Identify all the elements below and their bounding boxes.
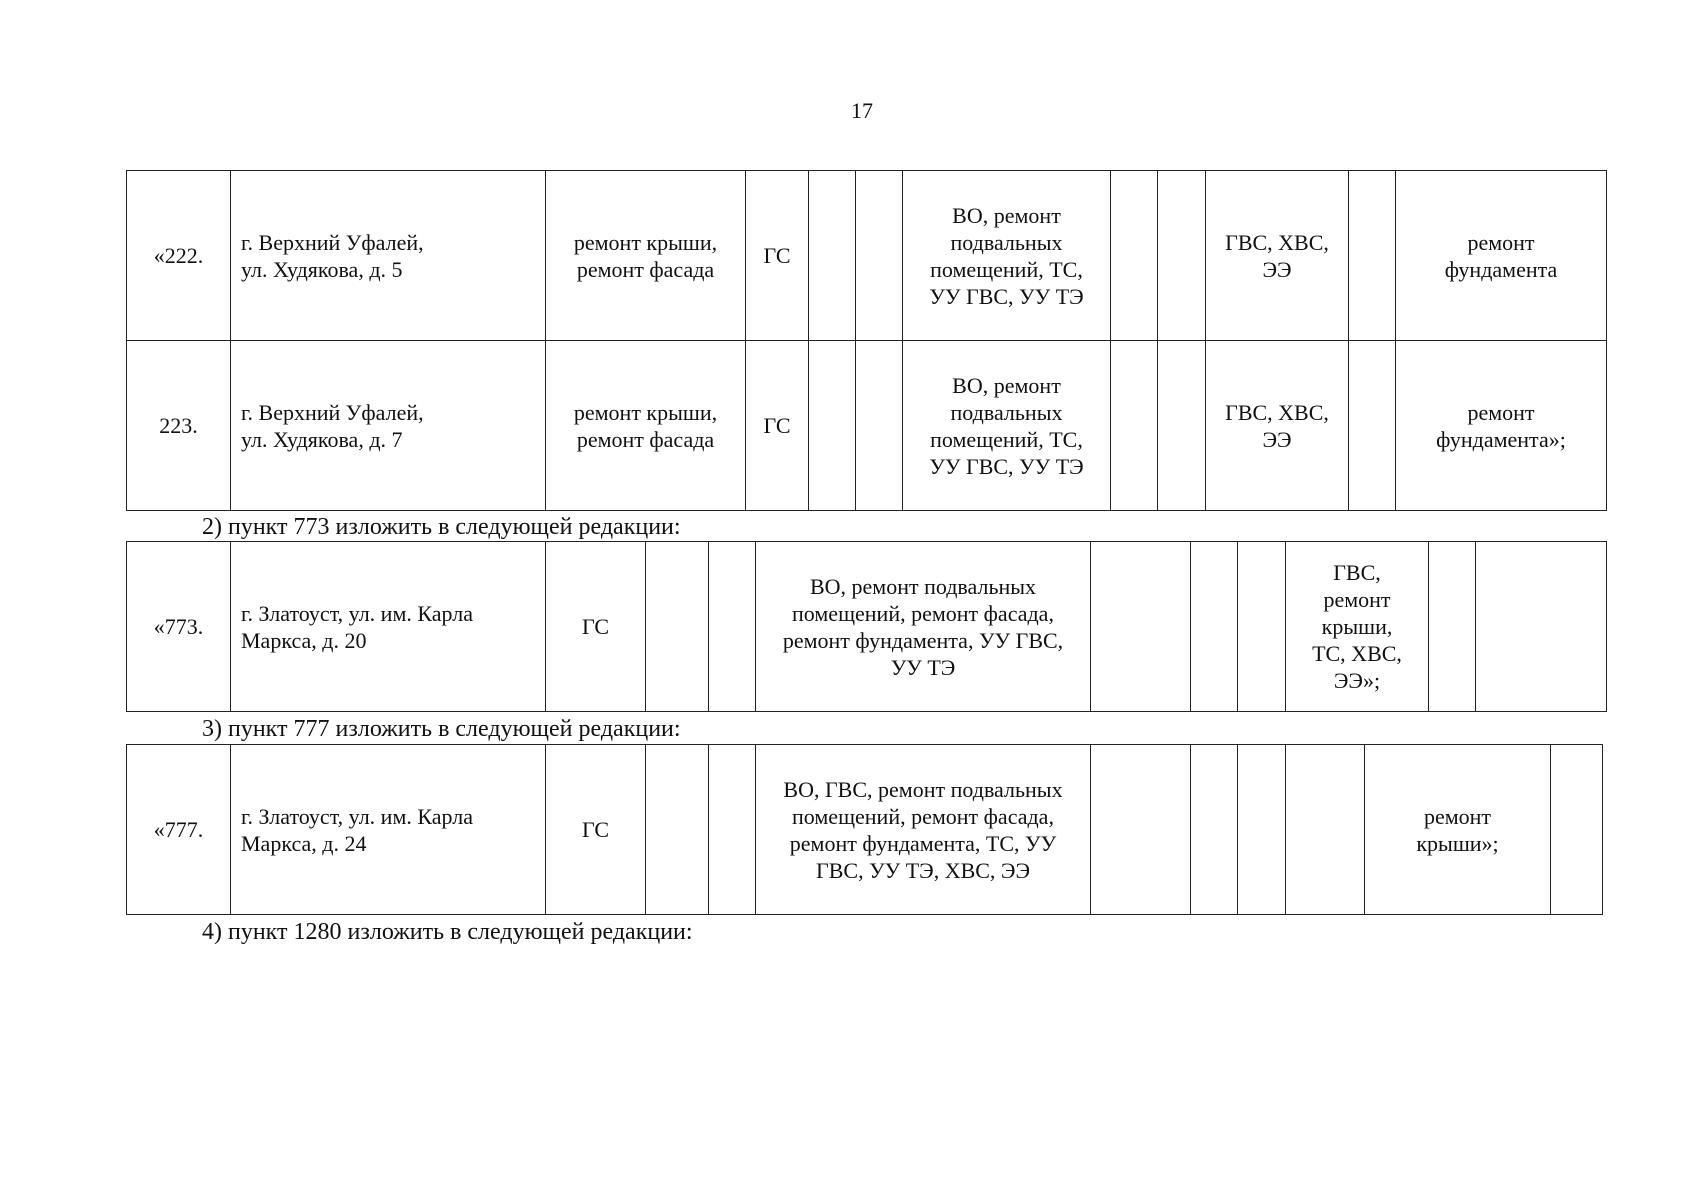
table-cell: ГС [746, 341, 809, 511]
item-number: 223. [127, 341, 231, 511]
item-address: г. Златоуст, ул. им. Карла Маркса, д. 24 [231, 745, 546, 915]
table-cell [1286, 745, 1365, 915]
table-row [127, 745, 1603, 915]
table-cell: ремонт крыши, ремонт фасада [546, 171, 746, 341]
item-number: «222. [127, 171, 231, 341]
table-cell [856, 171, 903, 341]
table-cell [646, 542, 709, 712]
item-address: г. Златоуст, ул. им. Карла Маркса, д. 20 [231, 542, 546, 712]
table-section-2 [126, 541, 1607, 712]
page-number: 17 [851, 98, 873, 123]
table-cell [1551, 745, 1603, 915]
table-cell [1349, 171, 1396, 341]
table-section-3 [126, 744, 1603, 915]
table-cell [1238, 542, 1286, 712]
table-cell: ВО, ремонт подвальных помещений, ТС, УУ ГВС, УУ ТЭ [903, 171, 1111, 341]
table-cell: ГВС, ремонт крыши, ТС, ХВС, ЭЭ»; [1286, 542, 1429, 712]
table-cell [1191, 542, 1238, 712]
table-cell [646, 745, 709, 915]
instruction-item-2: 2) пункт 773 изложить в следующей редакции: [202, 514, 681, 540]
table-cell: ремонт крыши, ремонт фасада [546, 341, 746, 511]
table-cell: ремонт фундамента»; [1396, 341, 1607, 511]
item-address: г. Верхний Уфалей, ул. Худякова, д. 5 [231, 171, 546, 341]
item-number: «773. [127, 542, 231, 712]
table-cell: ГС [746, 171, 809, 341]
table-cell: ВО, ремонт подвальных помещений, ТС, УУ ГВС, УУ ТЭ [903, 341, 1111, 511]
table-cell: ГС [546, 542, 646, 712]
table-cell: ГВС, ХВС, ЭЭ [1206, 171, 1349, 341]
item-address: г. Верхний Уфалей, ул. Худякова, д. 7 [231, 341, 546, 511]
table-cell: ремонт фундамента [1396, 171, 1607, 341]
table-cell [1476, 542, 1607, 712]
table-cell [1111, 341, 1158, 511]
table-cell [1238, 745, 1286, 915]
table-cell [809, 171, 856, 341]
table-row [127, 542, 1607, 712]
item-number: «777. [127, 745, 231, 915]
table-cell [1191, 745, 1238, 915]
table-cell: ВО, ГВС, ремонт подвальных помещений, ремонт фасада, ремонт фундамента, ТС, УУ ГВС, УУ ТЭ, ХВС, ЭЭ [756, 745, 1091, 915]
table-section-1 [126, 170, 1607, 511]
table-cell [1349, 341, 1396, 511]
instruction-item-4: 4) пункт 1280 изложить в следующей редакции: [202, 919, 693, 945]
instruction-item-3: 3) пункт 777 изложить в следующей редакции: [202, 716, 681, 742]
table-cell: ГС [546, 745, 646, 915]
table-cell [856, 341, 903, 511]
table-cell [1158, 171, 1206, 341]
table-cell [1091, 745, 1191, 915]
table-cell: ГВС, ХВС, ЭЭ [1206, 341, 1349, 511]
table-cell [709, 745, 756, 915]
table-cell: ремонт крыши»; [1365, 745, 1551, 915]
table-row [127, 341, 1607, 511]
table-cell [709, 542, 756, 712]
table-cell [1429, 542, 1476, 712]
table-row [127, 171, 1607, 341]
table-cell [809, 341, 856, 511]
table-cell [1111, 171, 1158, 341]
table-cell [1158, 341, 1206, 511]
table-cell: ВО, ремонт подвальных помещений, ремонт фасада, ремонт фундамента, УУ ГВС, УУ ТЭ [756, 542, 1091, 712]
table-cell [1091, 542, 1191, 712]
